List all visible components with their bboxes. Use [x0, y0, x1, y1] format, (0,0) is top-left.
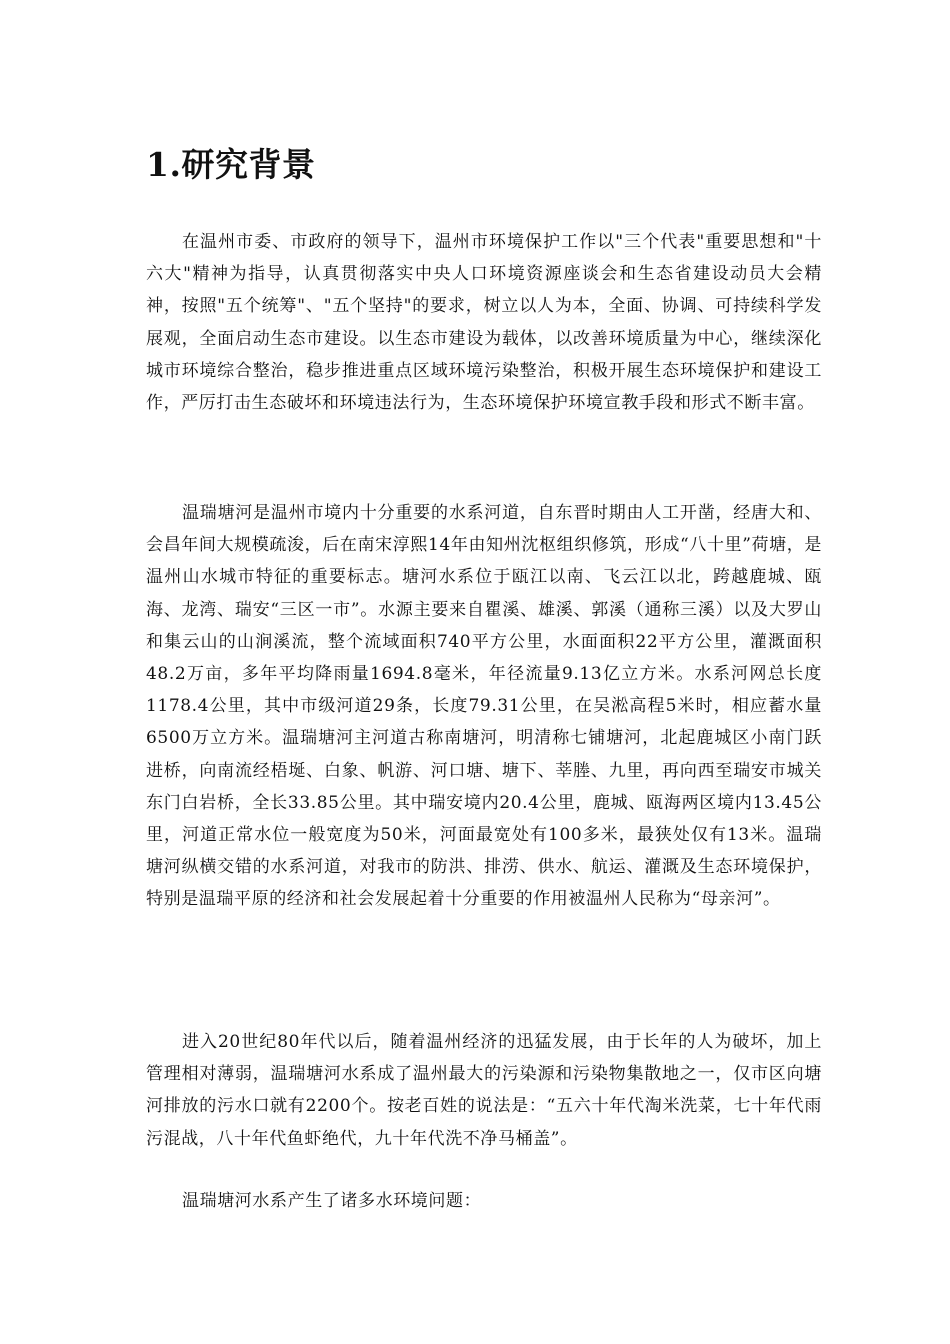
paragraph-pollution-history: 进入20世纪80年代以后，随着温州经济的迅猛发展，由于长年的人为破坏，加上管理相对薄弱，温瑞塘河水系成了温州最大的污染源和污染物集散地之一，仅市区向塘河排放的污水口就有2200个。按老百姓的说法是：“五六十年代淘米洗菜，七十年代雨污混战，八十年代鱼虾绝代，九十年代洗不净马桶盖”。 [146, 1032, 822, 1149]
section-heading: 1.研究背景 [146, 145, 316, 184]
paragraph-background-policy: 在温州市委、市政府的领导下，温州市环境保护工作以"三个代表"重要思想和"十六大"精神为指导，认真贯彻落实中央人口环境资源座谈会和生态省建设动员大会精神，按照"五个统筹"、"五个坚持"的要求，树立以人为本，全面、协调、可持续科学发展观，全面启动生态市建设。以生态市建设为载体，以改善环境质量为中心，继续深化城市环境综合整治，稳步推进重点区域环境污染整治，积极开展生态环境保护和建设工作，严厉打击生态破坏和环境违法行为，生态环境保护环境宣教手段和形式不断丰富。 [146, 232, 822, 414]
paragraph-river-description: 温瑞塘河是温州市境内十分重要的水系河道，自东晋时期由人工开凿，经唐大和、会昌年间大规模疏浚，后在南宋淳熙14年由知州沈枢组织修筑，形成“八十里”荷塘，是温州山水城市特征的重要标志。塘河水系位于瓯江以南、飞云江以北，跨越鹿城、瓯海、龙湾、瑞安“三区一市”。水源主要来自瞿溪、雄溪、郭溪（通称三溪）以及大罗山和集云山的山涧溪流，整个流域面积740平方公里，水面面积22平方公里，灌溉面积48.2万亩，多年平均降雨量1694.8毫米，年径流量9.13亿立方米。水系河网总长度1178.4公里，其中市级河道29条，长度79.31公里，在吴淞高程5米时，相应蓄水量6500万立方米。温瑞塘河主河道古称南塘河，明清称七铺塘河，北起鹿城区小南门跃进桥，向南流经梧埏、白象、帆游、河口塘、塘下、莘塍、九里，再向西至瑞安市城关东门白岩桥，全长33.85公里。其中瑞安境内20.4公里，鹿城、瓯海两区境内13.45公里，河道正常水位一般宽度为50米，河面最宽处有100多米，最狭处仅有13米。温瑞塘河纵横交错的水系河道，对我市的防洪、排涝、供水、航运、灌溉及生态环境保护，特别是温瑞平原的经济和社会发展起着十分重要的作用被温州人民称为“母亲河”。 [146, 503, 822, 910]
paragraph-problems-intro: 温瑞塘河水系产生了诸多水环境问题： [182, 1191, 482, 1211]
